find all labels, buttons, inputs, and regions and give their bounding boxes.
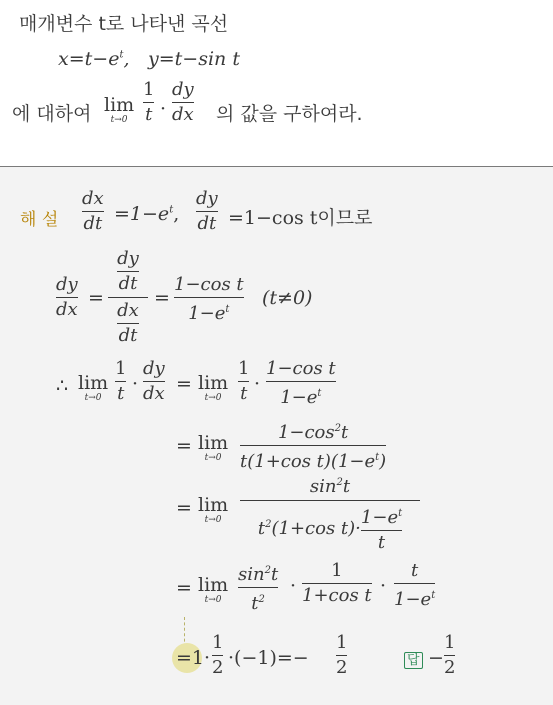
frac-dy-dt: dy dt: [196, 188, 218, 234]
final-line: =1·: [176, 647, 211, 669]
problem-lim: lim t→0: [104, 94, 135, 125]
problem-line1: 매개변수 t로 나타낸 곡선: [19, 13, 229, 35]
problem-line3-prefix: 에 대하여: [12, 103, 92, 125]
problem-equation-y: y=t−sin t: [148, 48, 240, 70]
frac-dy-dx-2: dy dx: [56, 274, 78, 320]
complex-fraction: $\frac{dy}{dt}$ $\frac{dx}{dt}$: [108, 249, 148, 346]
problem-line3-suffix: 의 값을 구하여라.: [216, 103, 363, 125]
frac-1mcos-1me: 1−cos t $1-e^t$: [174, 274, 244, 324]
condition: (t≠0): [262, 287, 313, 309]
step1-mid: $=1-e^t$,: [114, 203, 180, 225]
therefore-symbol: ∴: [56, 375, 69, 397]
step1-end: =1−cos t이므로: [228, 207, 373, 229]
problem-equation-x: $x=t-e^t$,: [58, 48, 130, 70]
solution-label: 해 설: [20, 210, 59, 230]
problem-section: 매개변수 t로 나타낸 곡선 $x=t-e^t$, y=t−sin t 에 대하여 lim t→0 1 t · dy dx 의 값을 구하여라.: [0, 0, 553, 166]
problem-frac-dy-dx: dy dx: [172, 79, 194, 125]
answer-badge: 답: [404, 649, 423, 668]
answer-fraction: 1 2: [444, 632, 456, 678]
frac-dx-dt: dx dt: [82, 188, 104, 234]
problem-frac-1-over-t: 1 t: [143, 79, 155, 125]
solution-section: 해 설 dx dt $=1-e^t$, dy dt =1−cos t이므로 dy dx = $\frac{dy}{dt}$ $\frac{dx}{dt}$ = 1−cos t $1-e^t$ (t≠0) ∴ lim t→0 1 t · dy dx = lim t→0 1 t · 1−cos t $1-e^t$ = lim t→0 $1-\cos^2t$ t(1+cos $t)(1-e^t)$ = lim t→0 $\sin^2t$ $t^2(1+\cos$ t)· $\frac{1-e^t}{t}$ = lim t→0 $\sin^2t$ $t^2$ · 1 1+cos t · t $1-e^t$ =1· 1 2 ·(−1)=− 1 2 답 − 1 2: [0, 167, 553, 705]
